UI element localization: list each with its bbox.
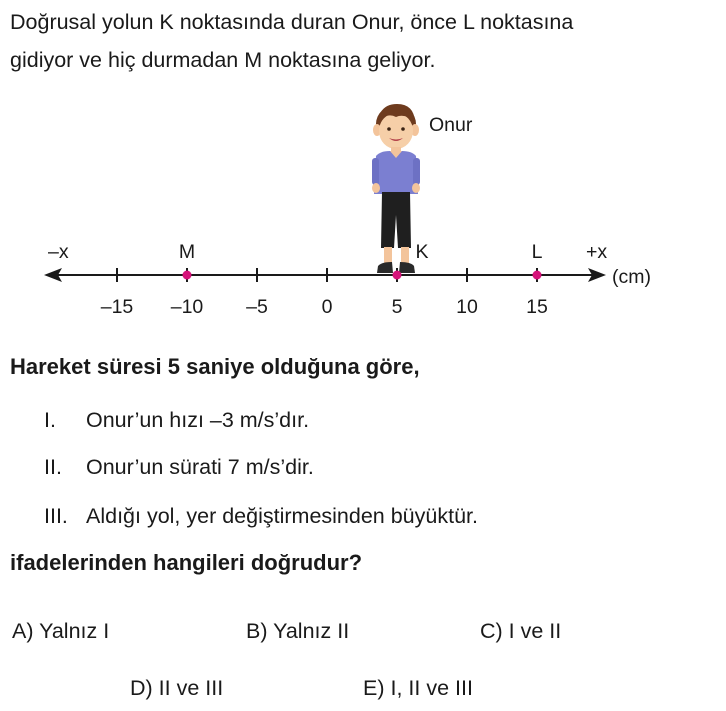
tick-label: –5 <box>246 296 268 318</box>
statement-number: III. <box>44 504 68 528</box>
statement-item <box>0 504 726 534</box>
choice-c[interactable]: C) I ve II <box>480 619 562 643</box>
closing-question: ifadelerinden hangileri doğrudur? <box>10 550 363 575</box>
point-l-marker <box>533 271 542 280</box>
point-m-marker <box>183 271 192 280</box>
point-k-marker <box>393 271 402 280</box>
statement-item <box>0 455 726 485</box>
axis-pos-label: +x <box>586 241 608 263</box>
onur-person-icon <box>372 104 420 273</box>
statement-text: Onur’un sürati 7 m/s’dir. <box>86 455 314 479</box>
tick-label: 15 <box>526 296 548 318</box>
number-line-figure <box>0 95 726 325</box>
choice-a[interactable]: A) Yalnız I <box>12 619 110 643</box>
tick-label: 5 <box>391 296 403 318</box>
point-k-label: K <box>415 241 429 263</box>
tick-label: –15 <box>100 296 134 318</box>
choice-b[interactable]: B) Yalnız II <box>246 619 350 643</box>
choice-e[interactable]: E) I, II ve III <box>363 676 473 700</box>
axis-neg-label: –x <box>48 241 69 263</box>
person-label: Onur <box>429 114 473 136</box>
statement-number: I. <box>44 408 56 432</box>
point-l-label: L <box>531 241 543 263</box>
choice-d[interactable]: D) II ve III <box>130 676 224 700</box>
intro-line-2: gidiyor ve hiç durmadan M noktasına geliyor. <box>10 48 436 72</box>
statement-item <box>0 408 726 438</box>
tick-label: 0 <box>321 296 333 318</box>
statement-text: Onur’un hızı –3 m/s’dır. <box>86 408 310 432</box>
intro-line-1: Doğrusal yolun K noktasında duran Onur, önce L noktasına <box>10 10 574 34</box>
tick-label: 10 <box>456 296 478 318</box>
statement-text: Aldığı yol, yer değiştirmesinden büyüktür. <box>86 504 478 528</box>
tick-label: –10 <box>170 296 204 318</box>
point-group <box>179 241 543 280</box>
point-m-label: M <box>178 241 196 263</box>
axis-unit-label: (cm) <box>612 266 651 288</box>
number-line-axis <box>44 268 606 282</box>
question-text: Hareket süresi 5 saniye olduğuna göre, <box>10 354 420 379</box>
statement-number: II. <box>44 455 62 479</box>
